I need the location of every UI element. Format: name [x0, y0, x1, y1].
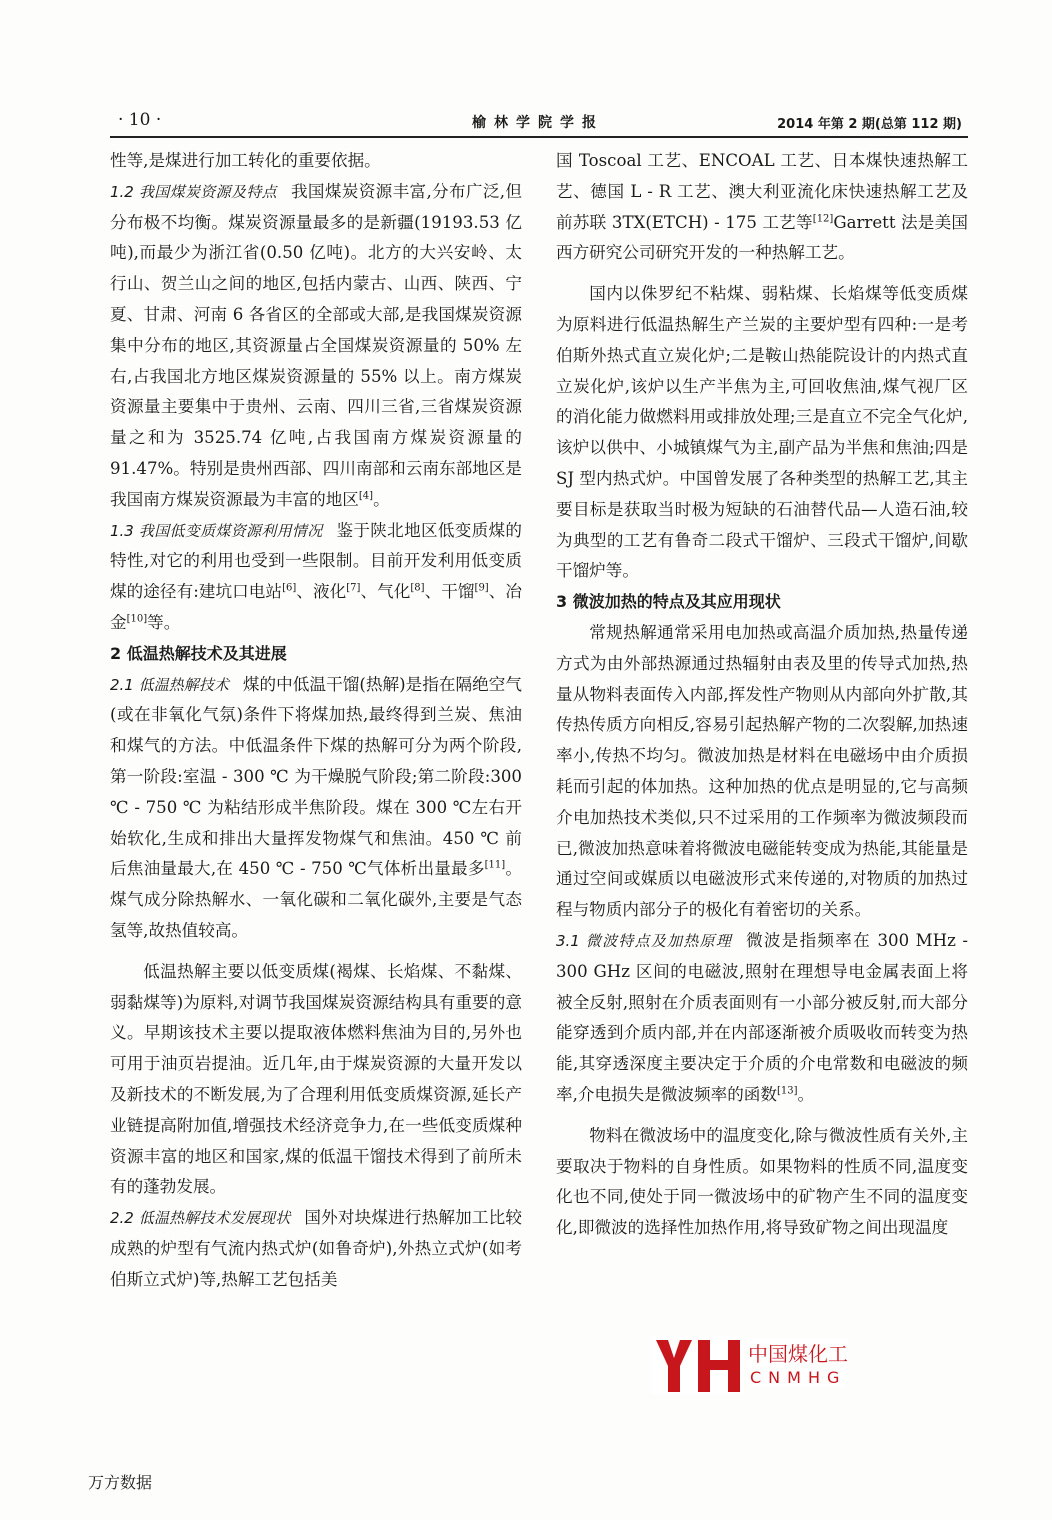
citation: [7]: [346, 582, 361, 594]
logo-mark-icon: [652, 1336, 744, 1394]
paragraph: 性等,是煤进行加工转化的重要依据。: [110, 151, 381, 170]
cnmhg-watermark: [652, 1336, 872, 1394]
section-3-1: 3.1 微波特点及加热原理 微波是指频率在 300 MHz - 300 GHz 区间的电磁波,照射在理想导电金属表面上将被全反射,照射在介质表面则有一小部分被反射,而大部分能穿透到介质内部,并在内部逐渐被介质吸收而转变为热能,其穿透深度主要决定于介质的介电常数和电磁波的频率,介电损失是微波频率的函数[13]。: [556, 930, 968, 1104]
section-heading-3: 3 微波加热的特点及其应用现状: [556, 592, 781, 612]
section-title: 3.1 微波特点及加热原理: [556, 931, 733, 950]
section-1-3: 1.3 我国低变质煤资源利用情况 鉴于陕北地区低变质煤的特性,对它的利用也受到一些限制。目前开发利用低变质煤的途径有:建坑口电站[6]、液化[7]、气化[8]、干馏[9]、冶金[10]等。: [110, 520, 523, 632]
paragraph: 国 Toscoal 工艺、ENCOAL 工艺、日本煤快速热解工艺、德国 L - R 工艺、澳大利亚流化床快速热解工艺及前苏联 3TX(ETCH) - 175 工艺等[12]Garrett 法是美国西方研究公司研究开发的一种热解工艺。: [556, 151, 968, 263]
issue-info: 2014 年第 2 期(总第 112 期): [777, 117, 962, 132]
section-title: 1.2 我国煤炭资源及特点: [110, 182, 277, 201]
source-footer: 万方数据: [88, 1473, 153, 1492]
citation: [8]: [410, 582, 425, 594]
watermark-code: CNMHG: [750, 1368, 847, 1387]
section-1-2: 1.2 我国煤炭资源及特点 我国煤炭资源丰富,分布广泛,但分布极不均衡。煤炭资源量最多的是新疆(19193.53 亿吨),而最少为浙江省(0.50 亿吨)。北方的大兴安岭、太行山、贺兰山之间的地区,包括内蒙古、山西、陕西、宁夏、甘肃、河南 6 各省区的全部或大部,是我国煤炭资源集中分布的地区,其资源量占全国煤炭资源量的 50% 左右,占我国北方地区煤炭资源量的 55% 以上。南方煤炭资源量主要集中于贵州、云南、四川三省,三省煤炭资源量之和为 3525.74 亿吨,占我国南方煤炭资源量的 91.47%。特别是贵州西部、四川南部和云南东部地区是我国南方煤炭资源最为丰富的地区[4]。: [110, 181, 522, 509]
paragraph: 常规热解通常采用电加热或高温介质加热,热量传递方式为由外部热源通过热辐射由表及里的传导式加热,热量从物料表面传入内部,挥发性产物则从内部向外扩散,其传热传质方向相反,容易引起热解产物的二次裂解,加热速率小,传热不均匀。微波加热是材料在电磁场中由介质损耗而引起的体加热。这种加热的优点是明显的,它与高频介电加热技术类似,只不过采用的工作频率为微波频段而已,微波加热意味着将微波电磁能转变成为热能,其能量是通过空间或媒质以电磁波形式来传递的,对物质的加热过程与物质内部分子的极化有着密切的关系。: [556, 622, 968, 920]
running-header: [110, 108, 966, 134]
journal-title: 榆林学院学报: [472, 115, 604, 131]
citation: [13]: [777, 1085, 798, 1097]
page-number: · 10 ·: [118, 110, 162, 130]
left-column: [110, 146, 522, 1295]
citation: [11]: [484, 859, 506, 871]
citation: [12]: [812, 213, 834, 225]
paragraph: 物料在微波场中的温度变化,除与微波性质有关外,主要取决于物料的自身性质。如果物料的性质不同,温度变化也不同,使处于同一微波场中的矿物产生不同的温度变化,即微波的选择性加热作用,将导致矿物之间出现温度: [556, 1125, 968, 1238]
section-title: 1.3 我国低变质煤资源利用情况: [110, 521, 323, 540]
header-rule: [110, 136, 968, 138]
section-title: 2.1 低温热解技术: [110, 675, 229, 694]
section-heading-2: 2 低温热解技术及其进展: [110, 643, 287, 663]
citation: [4]: [358, 490, 374, 502]
right-column: [556, 146, 968, 1244]
section-2-1: 2.1 低温热解技术 煤的中低温干馏(热解)是指在隔绝空气(或在非氧化气氛)条件下将煤加热,最终得到兰炭、焦油和煤气的方法。中低温条件下煤的热解可分为两个阶段,第一阶段:室温 - 300 ℃ 为干燥脱气阶段;第二阶段:300 ℃ - 750 ℃ 为粘结形成半焦阶段。煤在 300 ℃左右开始软化,生成和排出大量挥发物煤气和焦油。450 ℃ 前后焦油量最大,在 450 ℃ - 750 ℃气体析出量最多[11]。煤气成分除热解水、一氧化碳和二氧化碳外,主要是气态氢等,故热值较高。: [110, 674, 523, 940]
watermark-text: 中国煤化工: [748, 1338, 848, 1367]
citation: [10]: [126, 613, 148, 625]
watermark-logo: [652, 1336, 744, 1394]
paragraph: 国内以侏罗纪不粘煤、弱粘煤、长焰煤等低变质煤为原料进行低温热解生产兰炭的主要炉型有四种:一是考伯斯外热式直立炭化炉;二是鞍山热能院设计的内热式直立炭化炉,该炉以生产半焦为主,可回收焦油,煤气视厂区的消化能力做燃料用或排放处理;三是直立不完全气化炉,该炉以供中、小城镇煤气为主,副产品为半焦和焦油;四是 SJ 型内热式炉。中国曾发展了各种类型的热解工艺,其主要目标是获取当时极为短缺的石油替代品—人造石油,较为典型的工艺有鲁奇二段式干馏炉、三段式干馏炉,间歇干馏炉等。: [556, 284, 968, 581]
citation: [9]: [474, 582, 489, 594]
paragraph: 低温热解主要以低变质煤(褐煤、长焰煤、不黏煤、弱黏煤等)为原料,对调节我国煤炭资源结构具有重要的意义。早期该技术主要以提取液体燃料焦油为目的,另外也可用于油页岩提油。近几年,由于煤炭资源的大量开发以及新技术的不断发展,为了合理利用低变质煤资源,延长产业链提高附加值,增强技术经济竞争力,在一些低变质煤种资源丰富的地区和国家,煤的低温干馏技术得到了前所未有的蓬勃发展。: [110, 961, 522, 1197]
citation: [6]: [282, 582, 297, 594]
section-2-2: 2.2 低温热解技术发展现状 国外对块煤进行热解加工比较成熟的炉型有气流内热式炉(如鲁奇炉),外热立式炉(如考伯斯立式炉)等,热解工艺包括美: [110, 1208, 523, 1289]
section-title: 2.2 低温热解技术发展现状: [110, 1209, 291, 1228]
